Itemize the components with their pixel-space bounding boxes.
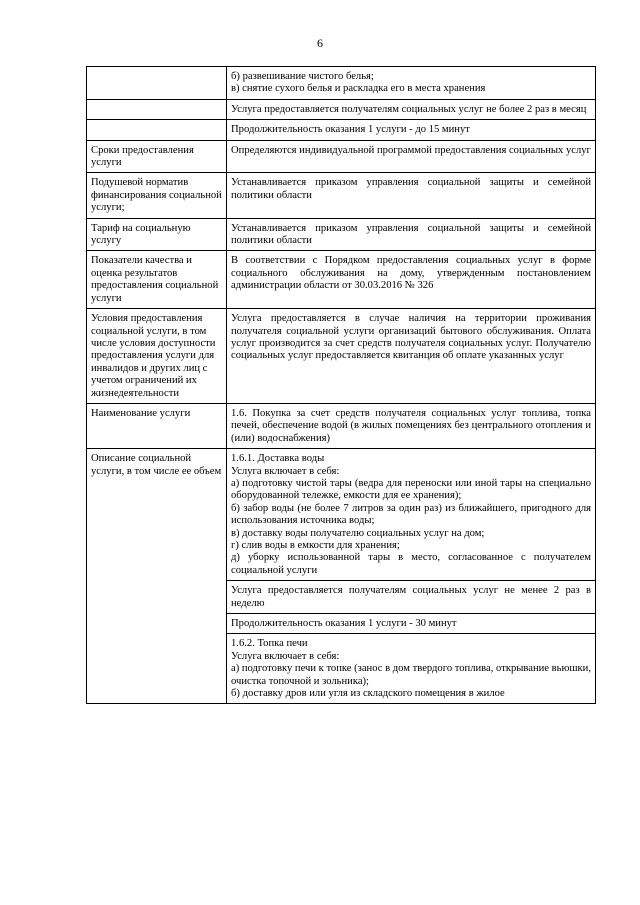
terms-label: Сроки предоставления услуги (87, 140, 227, 173)
water-delivery-text: 1.6.1. Доставка воды Услуга включает в себя: а) подготовку чистой тары (ведра для переноски или иной тары на специально оборудованной тележке, емкости для ее хранения); б) забор воды (не более 7 литров за один раз) из ближайшего, пригодного для использования источника воды; в) доставку воды получателю социальных услуг на дом; г) слив воды в емкости для хранения; д) уборку использованной тары в место, согласованное с получателем социальной услуги (227, 449, 596, 581)
table-row (87, 403, 596, 448)
terms-value: Определяются индивидуальной программой предоставления социальных услуг (227, 140, 596, 173)
frequency-text: Услуга предоставляется получателям социальных услуг не более 2 раз в месяц (227, 99, 596, 119)
drying-steps: б) развешивание чистого белья; в) снятие сухого белья и раскладка его в места хранения (227, 67, 596, 100)
service-name-label: Наименование услуги (87, 403, 227, 448)
stove-text: 1.6.2. Топка печи Услуга включает в себя: а) подготовку печи к топке (занос в дом твердого топлива, открывание вьюшки, очистка топочной и зольника); б) доставку дров или угля из складского помещения в жилое (227, 634, 596, 704)
duration-text: Продолжительность оказания 1 услуги - до 15 минут (227, 120, 596, 140)
table-row (87, 173, 596, 218)
table-row (87, 251, 596, 309)
label-cell-empty (87, 99, 227, 119)
description-label: Описание социальной услуги, в том числе ее объем (87, 449, 227, 704)
frequency-text: Услуга предоставляется получателям социальных услуг не менее 2 раз в неделю (227, 581, 596, 614)
table-row (87, 99, 596, 119)
label-cell-empty (87, 67, 227, 100)
duration-text: Продолжительность оказания 1 услуги - 30 минут (227, 614, 596, 634)
quality-value: В соответствии с Порядком предоставления социальных услуг в форме социального обслуживания на дому, утвержденным постановлением администрации области от 30.03.2016 № 326 (227, 251, 596, 309)
quality-label: Показатели качества и оценка результатов предоставления социальной услуги (87, 251, 227, 309)
service-name-value: 1.6. Покупка за счет средств получателя социальных услуг топлива, топка печей, обеспечение водой (в жилых помещениях без центрального отопления и (или) водоснабжения) (227, 403, 596, 448)
page-number: 6 (317, 36, 323, 50)
norm-value: Устанавливается приказом управления социальной защиты и семейной политики области (227, 173, 596, 218)
table-row (87, 449, 596, 581)
table-row (87, 67, 596, 100)
tariff-value: Устанавливается приказом управления социальной защиты и семейной политики области (227, 218, 596, 251)
norm-label: Подушевой норматив финансирования социальной услуги; (87, 173, 227, 218)
services-table (86, 66, 596, 704)
table-row (87, 218, 596, 251)
conditions-label: Условия предоставления социальной услуги, в том числе условия доступности предоставления услуги для инвалидов и других лиц с учетом ограничений их жизнедеятельности (87, 309, 227, 404)
table-row (87, 309, 596, 404)
table-row (87, 140, 596, 173)
table-row (87, 120, 596, 140)
tariff-label: Тариф на социальную услугу (87, 218, 227, 251)
label-cell-empty (87, 120, 227, 140)
conditions-value: Услуга предоставляется в случае наличия на территории проживания получателя социальной услуги организаций бытового обслуживания. Оплата услуг производится за счет средств получателя социальных услуг. Получателю социальных услуг предоставляется квитанция об оплате указанных услуг (227, 309, 596, 404)
